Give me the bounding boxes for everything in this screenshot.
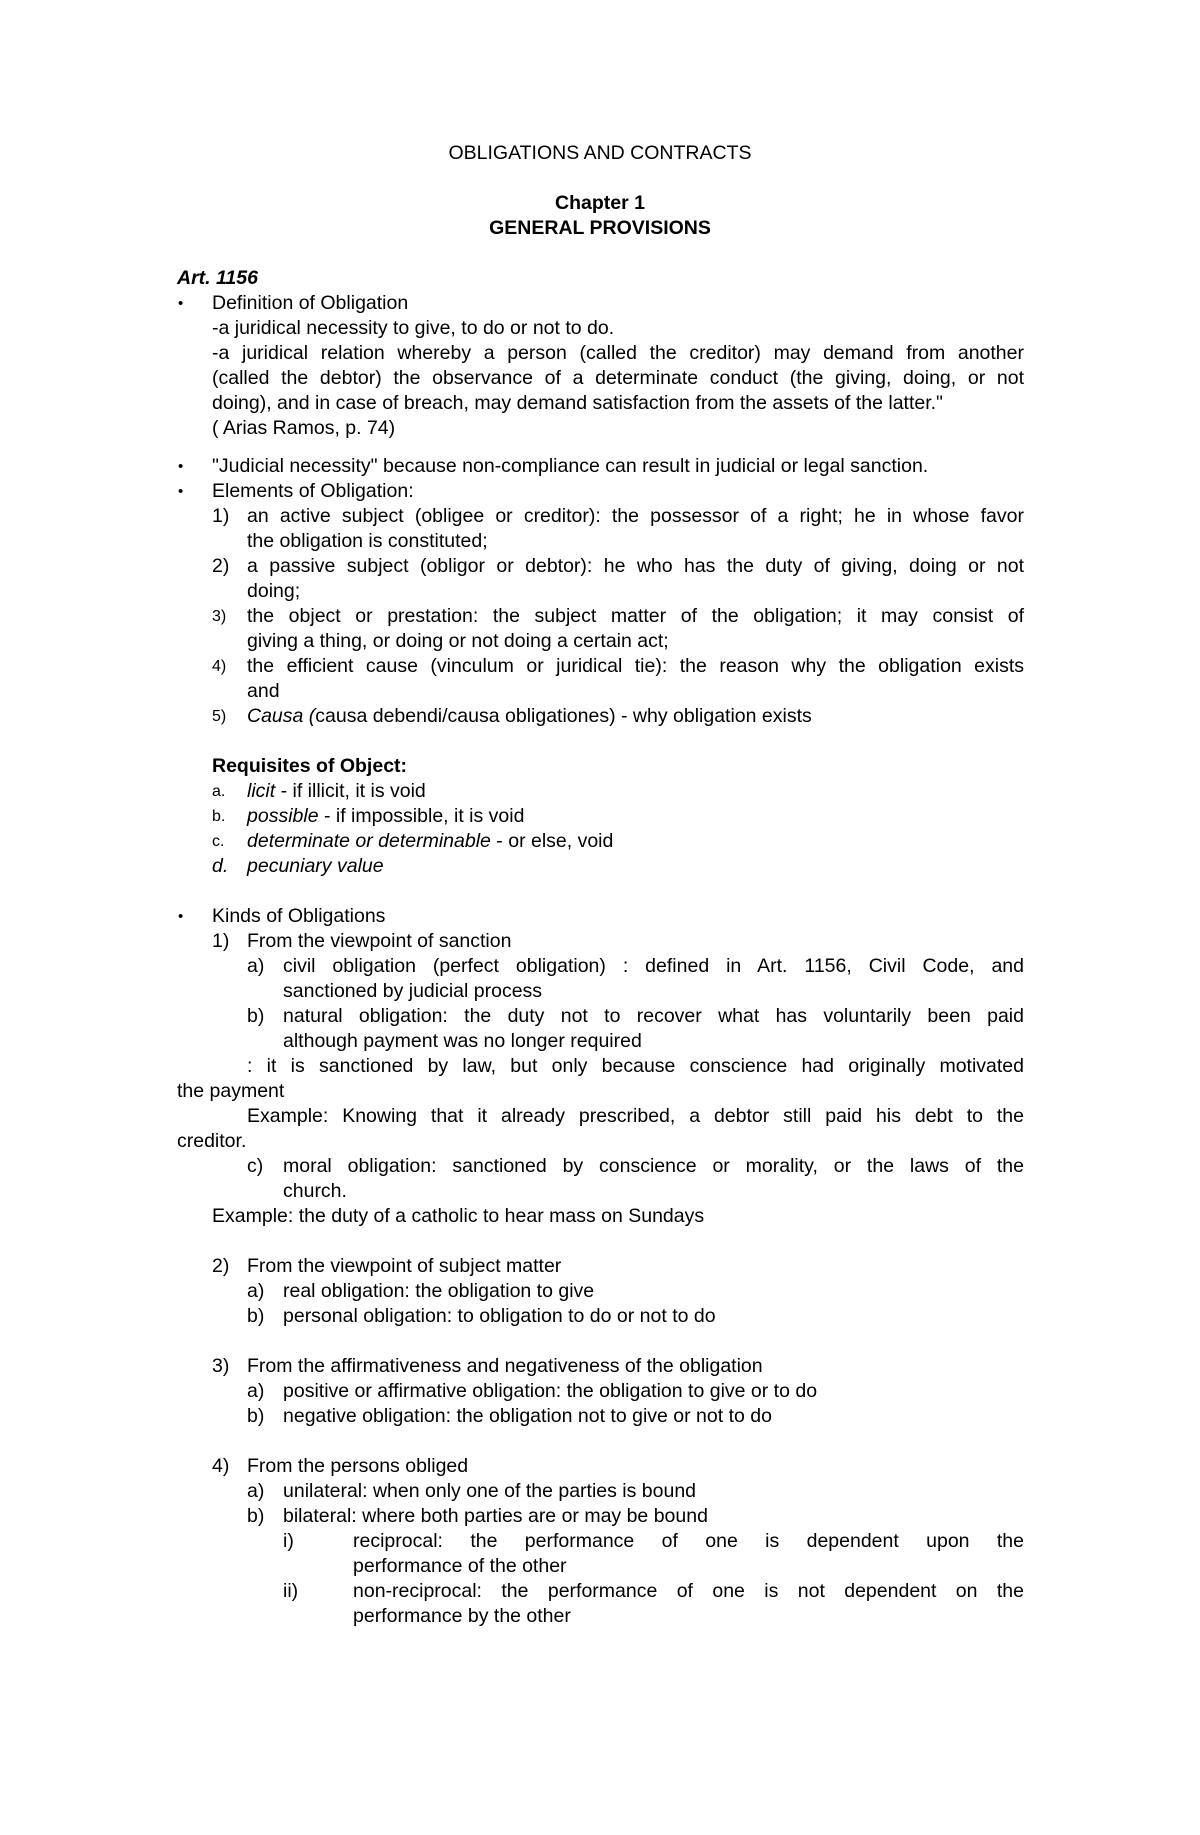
definition-line: (called the debtor) the observance of a determinate conduct (the giving, doing, or not — [212, 367, 1024, 389]
requisite-rule: - if illicit, it is void — [275, 780, 426, 802]
kind-example: creditor. — [177, 1130, 247, 1152]
list-number: 4) — [212, 658, 227, 675]
sub-item: performance of the other — [353, 1555, 567, 1577]
list-number: 3) — [212, 608, 227, 625]
list-letter: b) — [247, 1305, 265, 1327]
kind-note: : it is sanctioned by law, but only because conscience had originally motivated — [247, 1055, 1024, 1077]
sub-item: non-reciprocal: the performance of one is not dependent on the — [353, 1580, 1024, 1602]
list-letter: b) — [247, 1405, 265, 1427]
list-letter: d. — [212, 855, 229, 877]
bullet-icon: • — [178, 295, 184, 312]
bullet-icon: • — [178, 483, 184, 500]
list-number: 2) — [212, 555, 230, 577]
kind-item: natural obligation: the duty not to recover what has voluntarily been paid — [283, 1005, 1024, 1027]
requisite-item — [247, 804, 524, 829]
list-number: 1) — [212, 930, 230, 952]
kind-item: church. — [283, 1180, 347, 1202]
requisite-term: possible — [247, 805, 319, 827]
list-number: 5) — [212, 708, 227, 725]
document-title: OBLIGATIONS AND CONTRACTS — [448, 142, 752, 164]
list-letter: a) — [247, 1380, 265, 1402]
sub-item: reciprocal: the performance of one is dependent upon the — [353, 1530, 1024, 1552]
list-number: 3) — [212, 1355, 230, 1377]
kind-item: personal obligation: to obligation to do or not to do — [283, 1305, 716, 1327]
kind-item: positive or affirmative obligation: the obligation to give or to do — [283, 1380, 818, 1402]
kind-item: unilateral: when only one of the parties is bound — [283, 1480, 697, 1502]
sub-item: performance by the other — [353, 1605, 571, 1627]
definition-line: -a juridical relation whereby a person (called the creditor) may demand from another — [212, 342, 1024, 364]
list-letter: c) — [247, 1155, 264, 1177]
judicial-necessity: "Judicial necessity" because non-compliance can result in judicial or legal sanction. — [212, 455, 929, 477]
list-item: and — [247, 680, 280, 702]
kind-title: From the affirmativeness and negativeness of the obligation — [247, 1355, 763, 1377]
list-item: giving a thing, or doing or not doing a certain act; — [247, 630, 669, 652]
list-roman: i) — [283, 1530, 294, 1552]
list-number: 1) — [212, 505, 230, 527]
list-item: doing; — [247, 580, 301, 602]
citation: ( Arias Ramos, p. 74) — [212, 417, 396, 439]
kind-example: Example: the duty of a catholic to hear mass on Sundays — [212, 1205, 705, 1227]
kind-item: moral obligation: sanctioned by conscience or morality, or the laws of the — [283, 1155, 1024, 1177]
list-item: the obligation is constituted; — [247, 530, 488, 552]
list-letter: c. — [212, 833, 225, 850]
kind-title: From the persons obliged — [247, 1455, 469, 1477]
requisite-rule: - or else, void — [490, 830, 614, 852]
definition-line: -a juridical necessity to give, to do or not to do. — [212, 317, 615, 339]
requisite-item — [247, 829, 613, 854]
bullet-icon: • — [178, 458, 184, 475]
kind-note: the payment — [177, 1080, 285, 1102]
list-item — [247, 704, 812, 729]
requisite-item — [247, 779, 426, 804]
requisite-rule: - if impossible, it is void — [318, 805, 525, 827]
kind-example: Example: Knowing that it already prescribed, a debtor still paid his debt to the — [247, 1105, 1024, 1127]
list-item: a passive subject (obligor or debtor): he who has the duty of giving, doing or not — [247, 555, 1024, 577]
requisite-term: pecuniary value — [247, 855, 384, 877]
causa-term: Causa ( — [247, 705, 316, 727]
kind-item: although payment was no longer required — [283, 1030, 642, 1052]
requisite-term: determinate or determinable — [247, 830, 491, 852]
list-item: the efficient cause (vinculum or juridical tie): the reason why the obligation exists — [247, 655, 1024, 677]
list-letter: a) — [247, 1280, 265, 1302]
kind-title: From the viewpoint of subject matter — [247, 1255, 562, 1277]
chapter-number: Chapter 1 — [555, 192, 645, 214]
requisites-heading: Requisites of Object: — [212, 755, 408, 777]
kind-item: real obligation: the obligation to give — [283, 1280, 595, 1302]
kind-item: sanctioned by judicial process — [283, 980, 543, 1002]
definition-line: doing), and in case of breach, may demand satisfaction from the assets of the latter." — [212, 392, 943, 414]
list-number: 4) — [212, 1455, 230, 1477]
list-letter: b. — [212, 808, 226, 825]
kind-item: civil obligation (perfect obligation) : defined in Art. 1156, Civil Code, and — [283, 955, 1024, 977]
elements-heading: Elements of Obligation: — [212, 480, 414, 502]
kind-title: From the viewpoint of sanction — [247, 930, 512, 952]
requisite-item — [247, 854, 384, 879]
list-number: 2) — [212, 1255, 230, 1277]
list-letter: b) — [247, 1505, 265, 1527]
list-letter: a) — [247, 955, 265, 977]
kind-item: bilateral: where both parties are or may be bound — [283, 1505, 708, 1527]
requisite-term: licit — [247, 780, 276, 802]
list-letter: a) — [247, 1480, 265, 1502]
list-roman: ii) — [283, 1580, 299, 1602]
list-item: an active subject (obligee or creditor): the possessor of a right; he in whose favor — [247, 505, 1024, 527]
definition-heading: Definition of Obligation — [212, 292, 409, 314]
list-letter: b) — [247, 1005, 265, 1027]
list-item: the object or prestation: the subject matter of the obligation; it may consist of — [247, 605, 1024, 627]
kinds-heading: Kinds of Obligations — [212, 905, 386, 927]
kind-item: negative obligation: the obligation not to give or not to do — [283, 1405, 772, 1427]
chapter-title: GENERAL PROVISIONS — [489, 217, 711, 239]
causa-definition: causa debendi/causa obligationes) - why obligation exists — [315, 705, 812, 727]
list-letter: a. — [212, 783, 226, 800]
bullet-icon: • — [178, 908, 184, 925]
article-heading: Art. 1156 — [177, 267, 258, 289]
